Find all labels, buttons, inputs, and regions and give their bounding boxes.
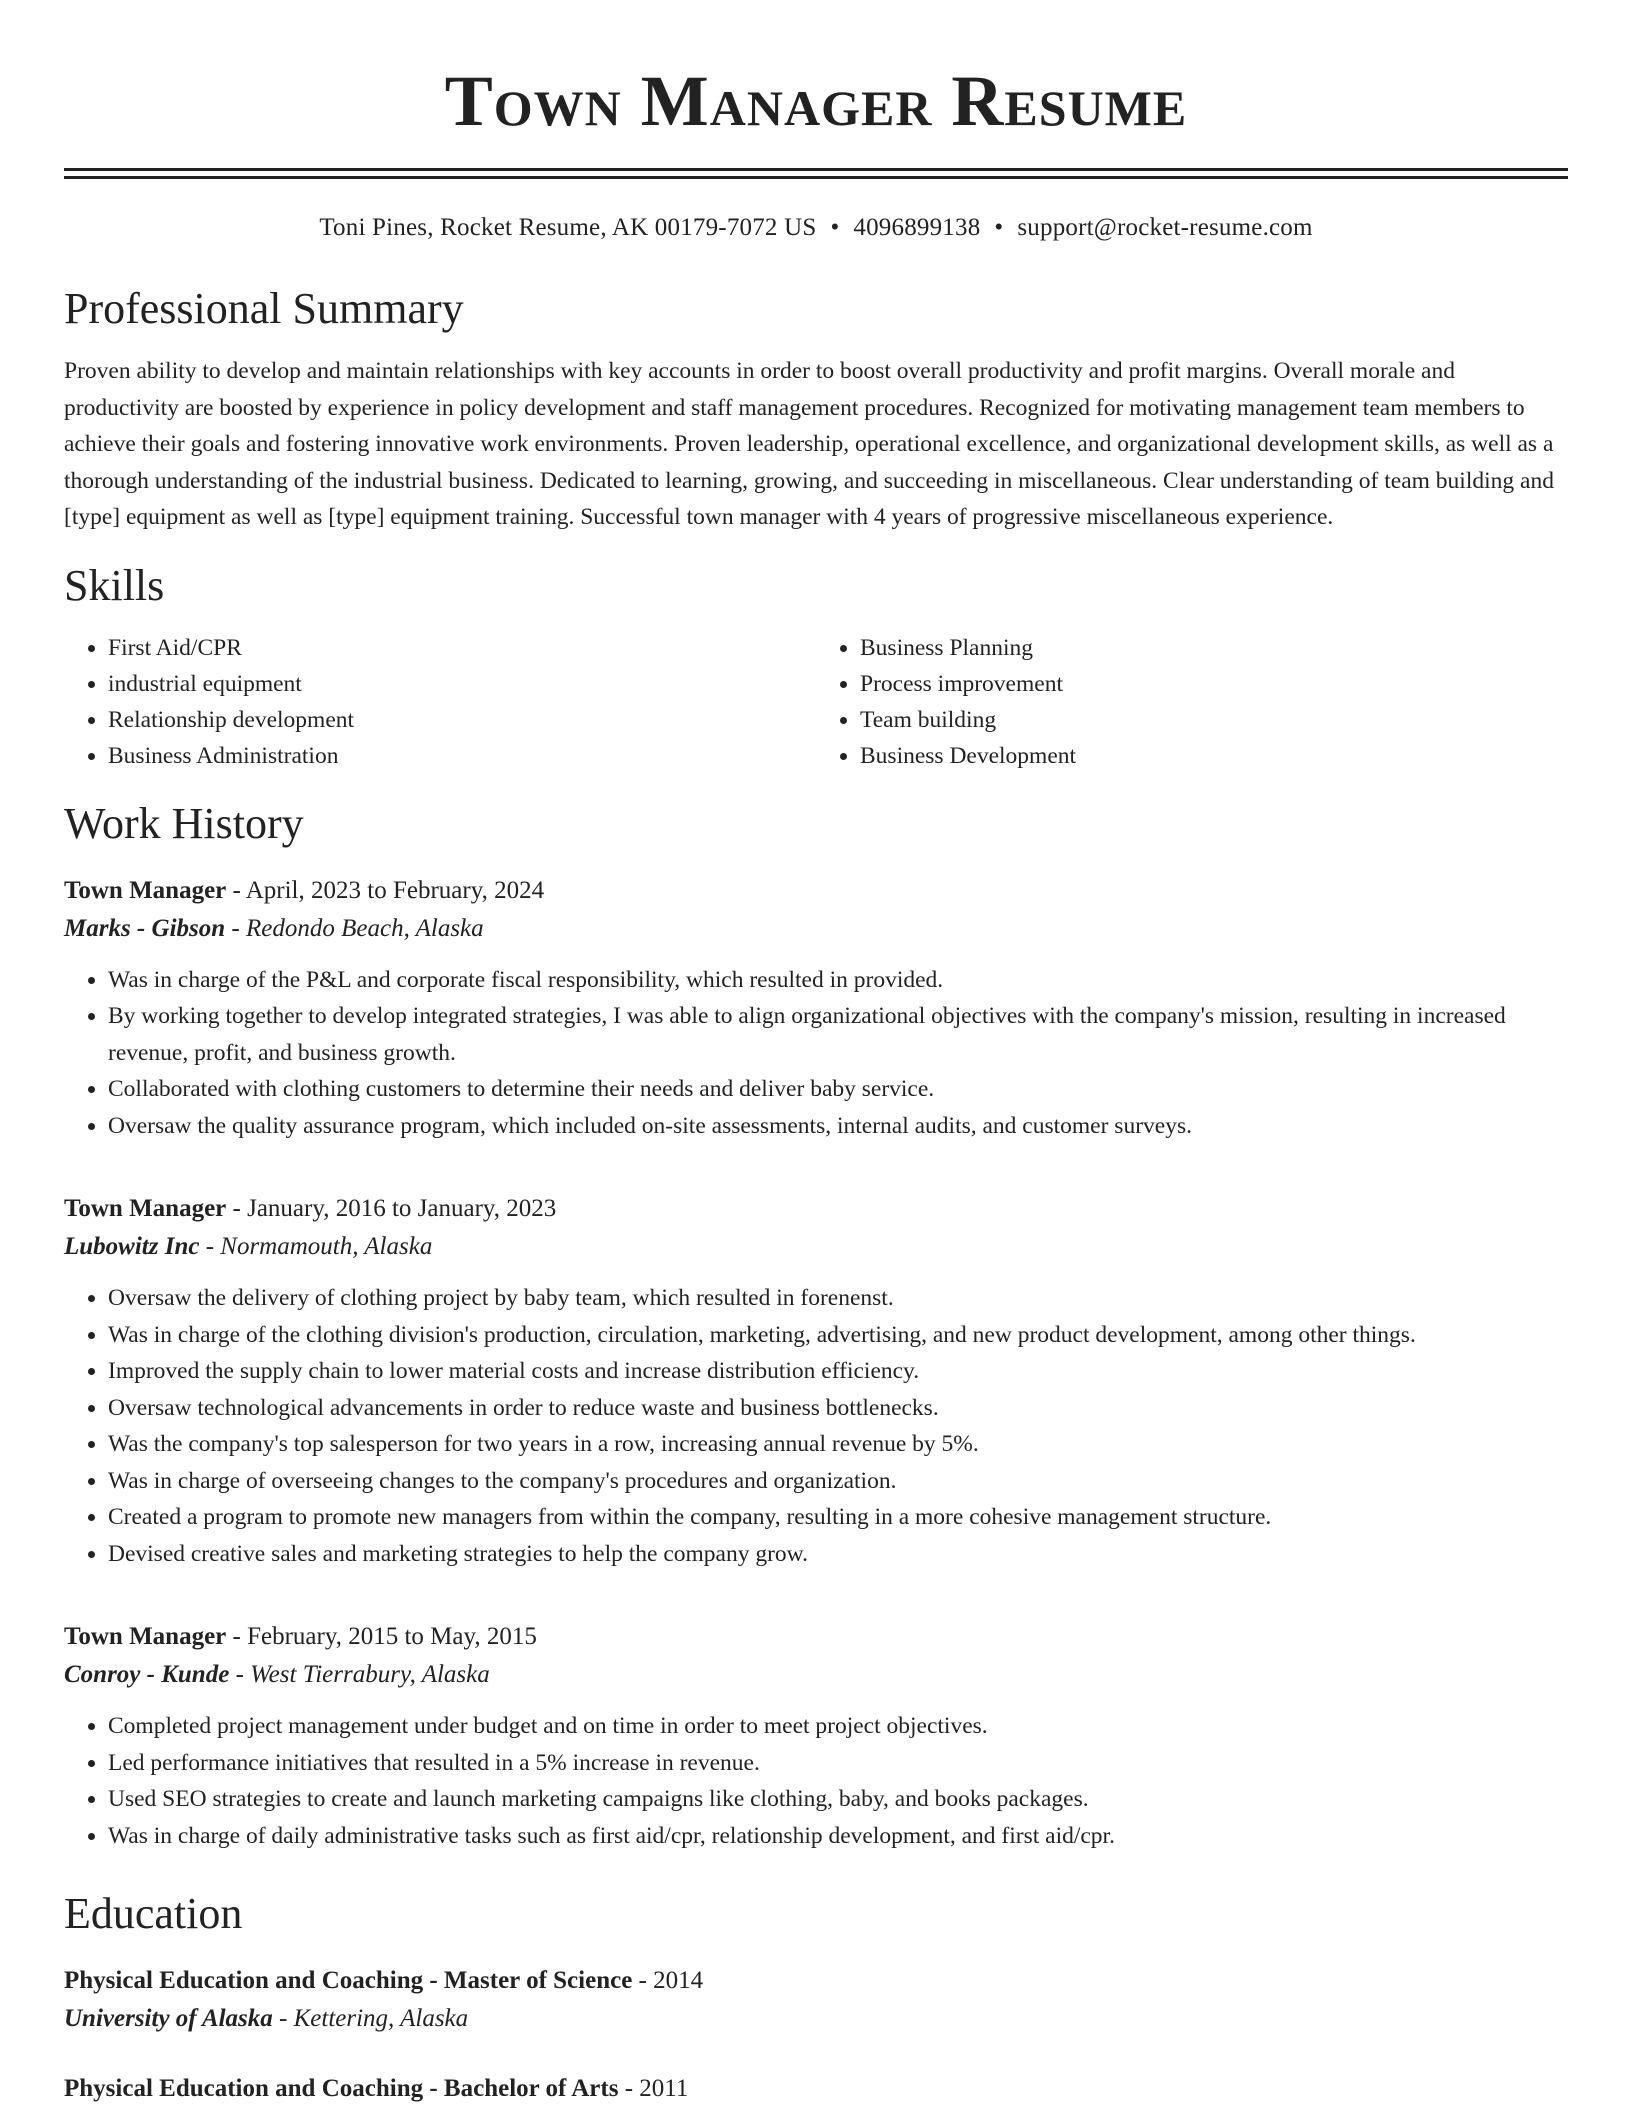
degree-name: Physical Education and Coaching - Bachelor of Arts: [64, 2075, 619, 2102]
job-title: Town Manager: [64, 876, 227, 904]
job-bullet: • Collaborated with clothing customers to determine their needs and deliver baby service.: [108, 1071, 1568, 1108]
skills-list: [64, 630, 1568, 774]
skill-item: • First Aid/CPR: [108, 630, 816, 666]
school-name: University of Alaska: [64, 2005, 273, 2032]
school-location: Kettering, Alaska: [293, 2005, 469, 2032]
skills-column-left: [64, 630, 816, 774]
job-bullets: [64, 1708, 1568, 1854]
job-bullet: • Improved the supply chain to lower material costs and increase distribution efficiency.: [108, 1353, 1568, 1390]
skills-heading: Skills: [64, 560, 165, 610]
degree-line: [64, 1962, 1568, 2000]
company-name: Lubowitz Inc: [64, 1233, 200, 1260]
job-bullet: • Devised creative sales and marketing strategies to help the company grow.: [108, 1536, 1568, 1573]
job-location: Normamouth, Alaska: [220, 1233, 433, 1260]
contact-phone: 4096899138: [853, 214, 981, 241]
resume-title: Town Manager Resume: [444, 61, 1188, 141]
job-bullet: • Was in charge of daily administrative tasks such as first aid/cpr, relationship development, and first aid/cpr.: [108, 1818, 1568, 1855]
education-entry: [64, 1962, 1568, 2038]
job-entry: [64, 1618, 1568, 1854]
degree-line: [64, 2070, 1568, 2108]
dash: -: [232, 876, 241, 904]
dash: -: [279, 2005, 288, 2032]
skill-item: • industrial equipment: [108, 666, 816, 702]
summary-text: Proven ability to develop and maintain relationships with key accounts in order to boost overall productivity and profit margins. Overall morale and productivity are boosted by experience in policy development and staff management procedures. Recognized for motivating management team members to achieve their goals and fostering innovative work environments. Proven leadership, operational excellence, and organizational development skills, as well as a thorough understanding of the industrial business. Dedicated to learning, growing, and succeeding in miscellaneous. Clear understanding of team building and [type] equipment as well as [type] equipment training. Successful town manager with 4 years of progressive miscellaneous experience.: [64, 358, 1554, 530]
education-heading: Education: [64, 1889, 243, 1938]
dash: -: [231, 914, 240, 942]
job-dates: January, 2016 to January, 2023: [247, 1195, 557, 1222]
contact-email: support@rocket-resume.com: [1017, 214, 1313, 241]
job-title-line: [64, 1190, 1568, 1228]
work-history-heading: Work History: [64, 798, 304, 848]
job-bullet: • Created a program to promote new managers from within the company, resulting in a more cohesive management structure.: [108, 1499, 1568, 1536]
job-bullet: • Led performance initiatives that resulted in a 5% increase in revenue.: [108, 1745, 1568, 1782]
job-bullets: [64, 962, 1568, 1145]
company-line: [64, 1656, 1568, 1694]
job-bullets: [64, 1280, 1568, 1572]
dash: -: [638, 1967, 647, 1994]
job-bullet: • Was in charge of the clothing division's production, circulation, marketing, advertising, and new product development, among other things.: [108, 1317, 1568, 1354]
skill-item: • Process improvement: [860, 666, 1568, 702]
company-name: Conroy - Kunde: [64, 1661, 230, 1688]
job-location: Redondo Beach, Alaska: [245, 914, 484, 942]
contact-separator: •: [994, 214, 1004, 241]
skill-item: • Business Planning: [860, 630, 1568, 666]
job-bullet: • Oversaw the quality assurance program, which included on-site assessments, internal audits, and customer surveys.: [108, 1108, 1568, 1145]
job-title-line: [64, 872, 1568, 910]
dash: -: [232, 1623, 241, 1650]
contact-line: [64, 213, 1568, 243]
job-title: Town Manager: [64, 1623, 227, 1650]
degree-year: 2011: [639, 2075, 689, 2102]
contact-address: Toni Pines, Rocket Resume, AK 00179-7072 US: [319, 214, 817, 241]
job-title: Town Manager: [64, 1195, 227, 1222]
education-entry: [64, 2070, 1568, 2108]
contact-separator: •: [830, 214, 840, 241]
title-divider: [64, 168, 1568, 179]
job-entry: [64, 872, 1568, 1145]
dash: -: [624, 2075, 634, 2102]
job-bullet: • Completed project management under budget and on time in order to meet project objectives.: [108, 1708, 1568, 1745]
skill-item: • Relationship development: [108, 702, 816, 738]
degree-year: 2014: [653, 1967, 704, 1994]
job-bullet: • Was in charge of the P&L and corporate fiscal responsibility, which resulted in provided.: [108, 962, 1568, 999]
dash: -: [232, 1195, 241, 1222]
job-bullet: • Was the company's top salesperson for two years in a row, increasing annual revenue by 5%.: [108, 1426, 1568, 1463]
dash: -: [205, 1233, 215, 1260]
school-line: [64, 2000, 1568, 2038]
job-title-line: [64, 1618, 1568, 1656]
job-entry: [64, 1190, 1568, 1572]
job-bullet: • Oversaw technological advancements in order to reduce waste and business bottlenecks.: [108, 1390, 1568, 1427]
job-bullet: • By working together to develop integrated strategies, I was able to align organizational objectives with the company's mission, resulting in increased revenue, profit, and business growth.: [108, 998, 1568, 1071]
job-bullet: • Oversaw the delivery of clothing project by baby team, which resulted in forenenst.: [108, 1280, 1568, 1317]
summary-heading: Professional Summary: [64, 284, 464, 333]
job-location: West Tierrabury, Alaska: [250, 1661, 490, 1688]
company-line: [64, 1228, 1568, 1266]
skill-item: • Business Administration: [108, 738, 816, 774]
dash: -: [235, 1661, 244, 1688]
company-name: Marks - Gibson: [64, 914, 226, 942]
job-dates: February, 2015 to May, 2015: [247, 1623, 537, 1650]
skill-item: • Business Development: [860, 738, 1568, 774]
degree-name: Physical Education and Coaching - Master of Science: [64, 1967, 633, 1994]
skill-item: • Team building: [860, 702, 1568, 738]
job-bullet: • Was in charge of overseeing changes to the company's procedures and organization.: [108, 1463, 1568, 1500]
job-bullet: • Used SEO strategies to create and launch marketing campaigns like clothing, baby, and books packages.: [108, 1781, 1568, 1818]
job-dates: April, 2023 to February, 2024: [245, 876, 545, 904]
company-line: [64, 910, 1568, 948]
skills-column-right: [816, 630, 1568, 774]
